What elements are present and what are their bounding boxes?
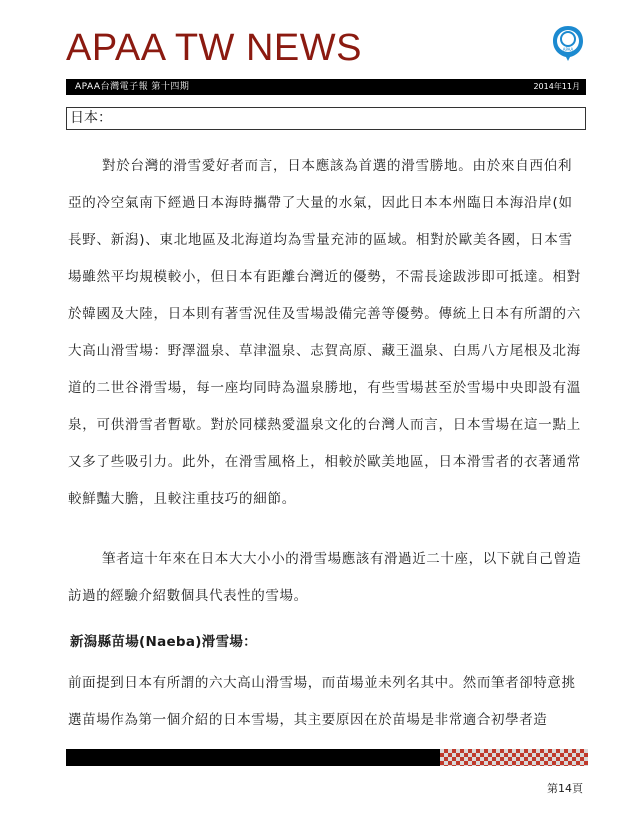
subheading-naeba: 新潟縣苗場(Naeba)滑雪場： [70,634,257,650]
newsletter-title: APAA TW NEWS [66,27,362,69]
section-heading-box [66,107,586,130]
section-heading: 日本： [70,110,112,126]
paragraph-naeba: 前面提到日本有所謂的六大高山滑雪場，而苗場並未列名其中。然而筆者卻特意挑選苗場作為第一個介紹的日本雪場，其主要原因在於苗場是非常適合初學者造 [68,675,576,728]
apaa-logo-icon [551,24,585,62]
issue-label: APAA台灣電子報 第十四期 [75,82,190,92]
footer-bar [66,749,440,766]
apaa-logo [551,24,585,62]
svg-text:APAA: APAA [562,47,574,52]
page-number: 第14頁 [547,782,583,795]
footer-checker-pattern [440,749,588,766]
paragraph-intro: 對於台灣的滑雪愛好者而言，日本應該為首選的滑雪勝地。由於來自西伯利亞的冷空氣南下經過日本海時攜帶了大量的水氣，因此日本本州臨日本海沿岸(如長野、新潟)、東北地區及北海道均為雪量充沛的區域。相對於歐美各國，日本雪場雖然平均規模較小，但日本有距離台灣近的優勢，不需長途跋涉即可抵達。相對於韓國及大陸，日本則有著雪況佳及雪場設備完善等優勢。傳統上日本有所謂的六大高山滑雪場：野澤溫泉、草津溫泉、志賀高原、藏王溫泉、白馬八方尾根及北海道的二世谷滑雪場，每一座均同時為溫泉勝地，有些雪場甚至於雪場中央即設有溫泉，可供滑雪者暫歇。對於同樣熱愛溫泉文化的台灣人而言，日本雪場在這一點上又多了些吸引力。此外，在滑雪風格上，相較於歐美地區，日本滑雪者的衣著通常較鮮豔大膽，且較注重技巧的細節。 [68,158,581,507]
header-bar [66,79,586,95]
issue-date: 2014年11月 [533,82,580,91]
paragraph-experience: 筆者這十年來在日本大大小小的滑雪場應該有滑過近二十座，以下就自己曾造訪過的經驗介紹數個具代表性的雪場。 [68,551,582,604]
